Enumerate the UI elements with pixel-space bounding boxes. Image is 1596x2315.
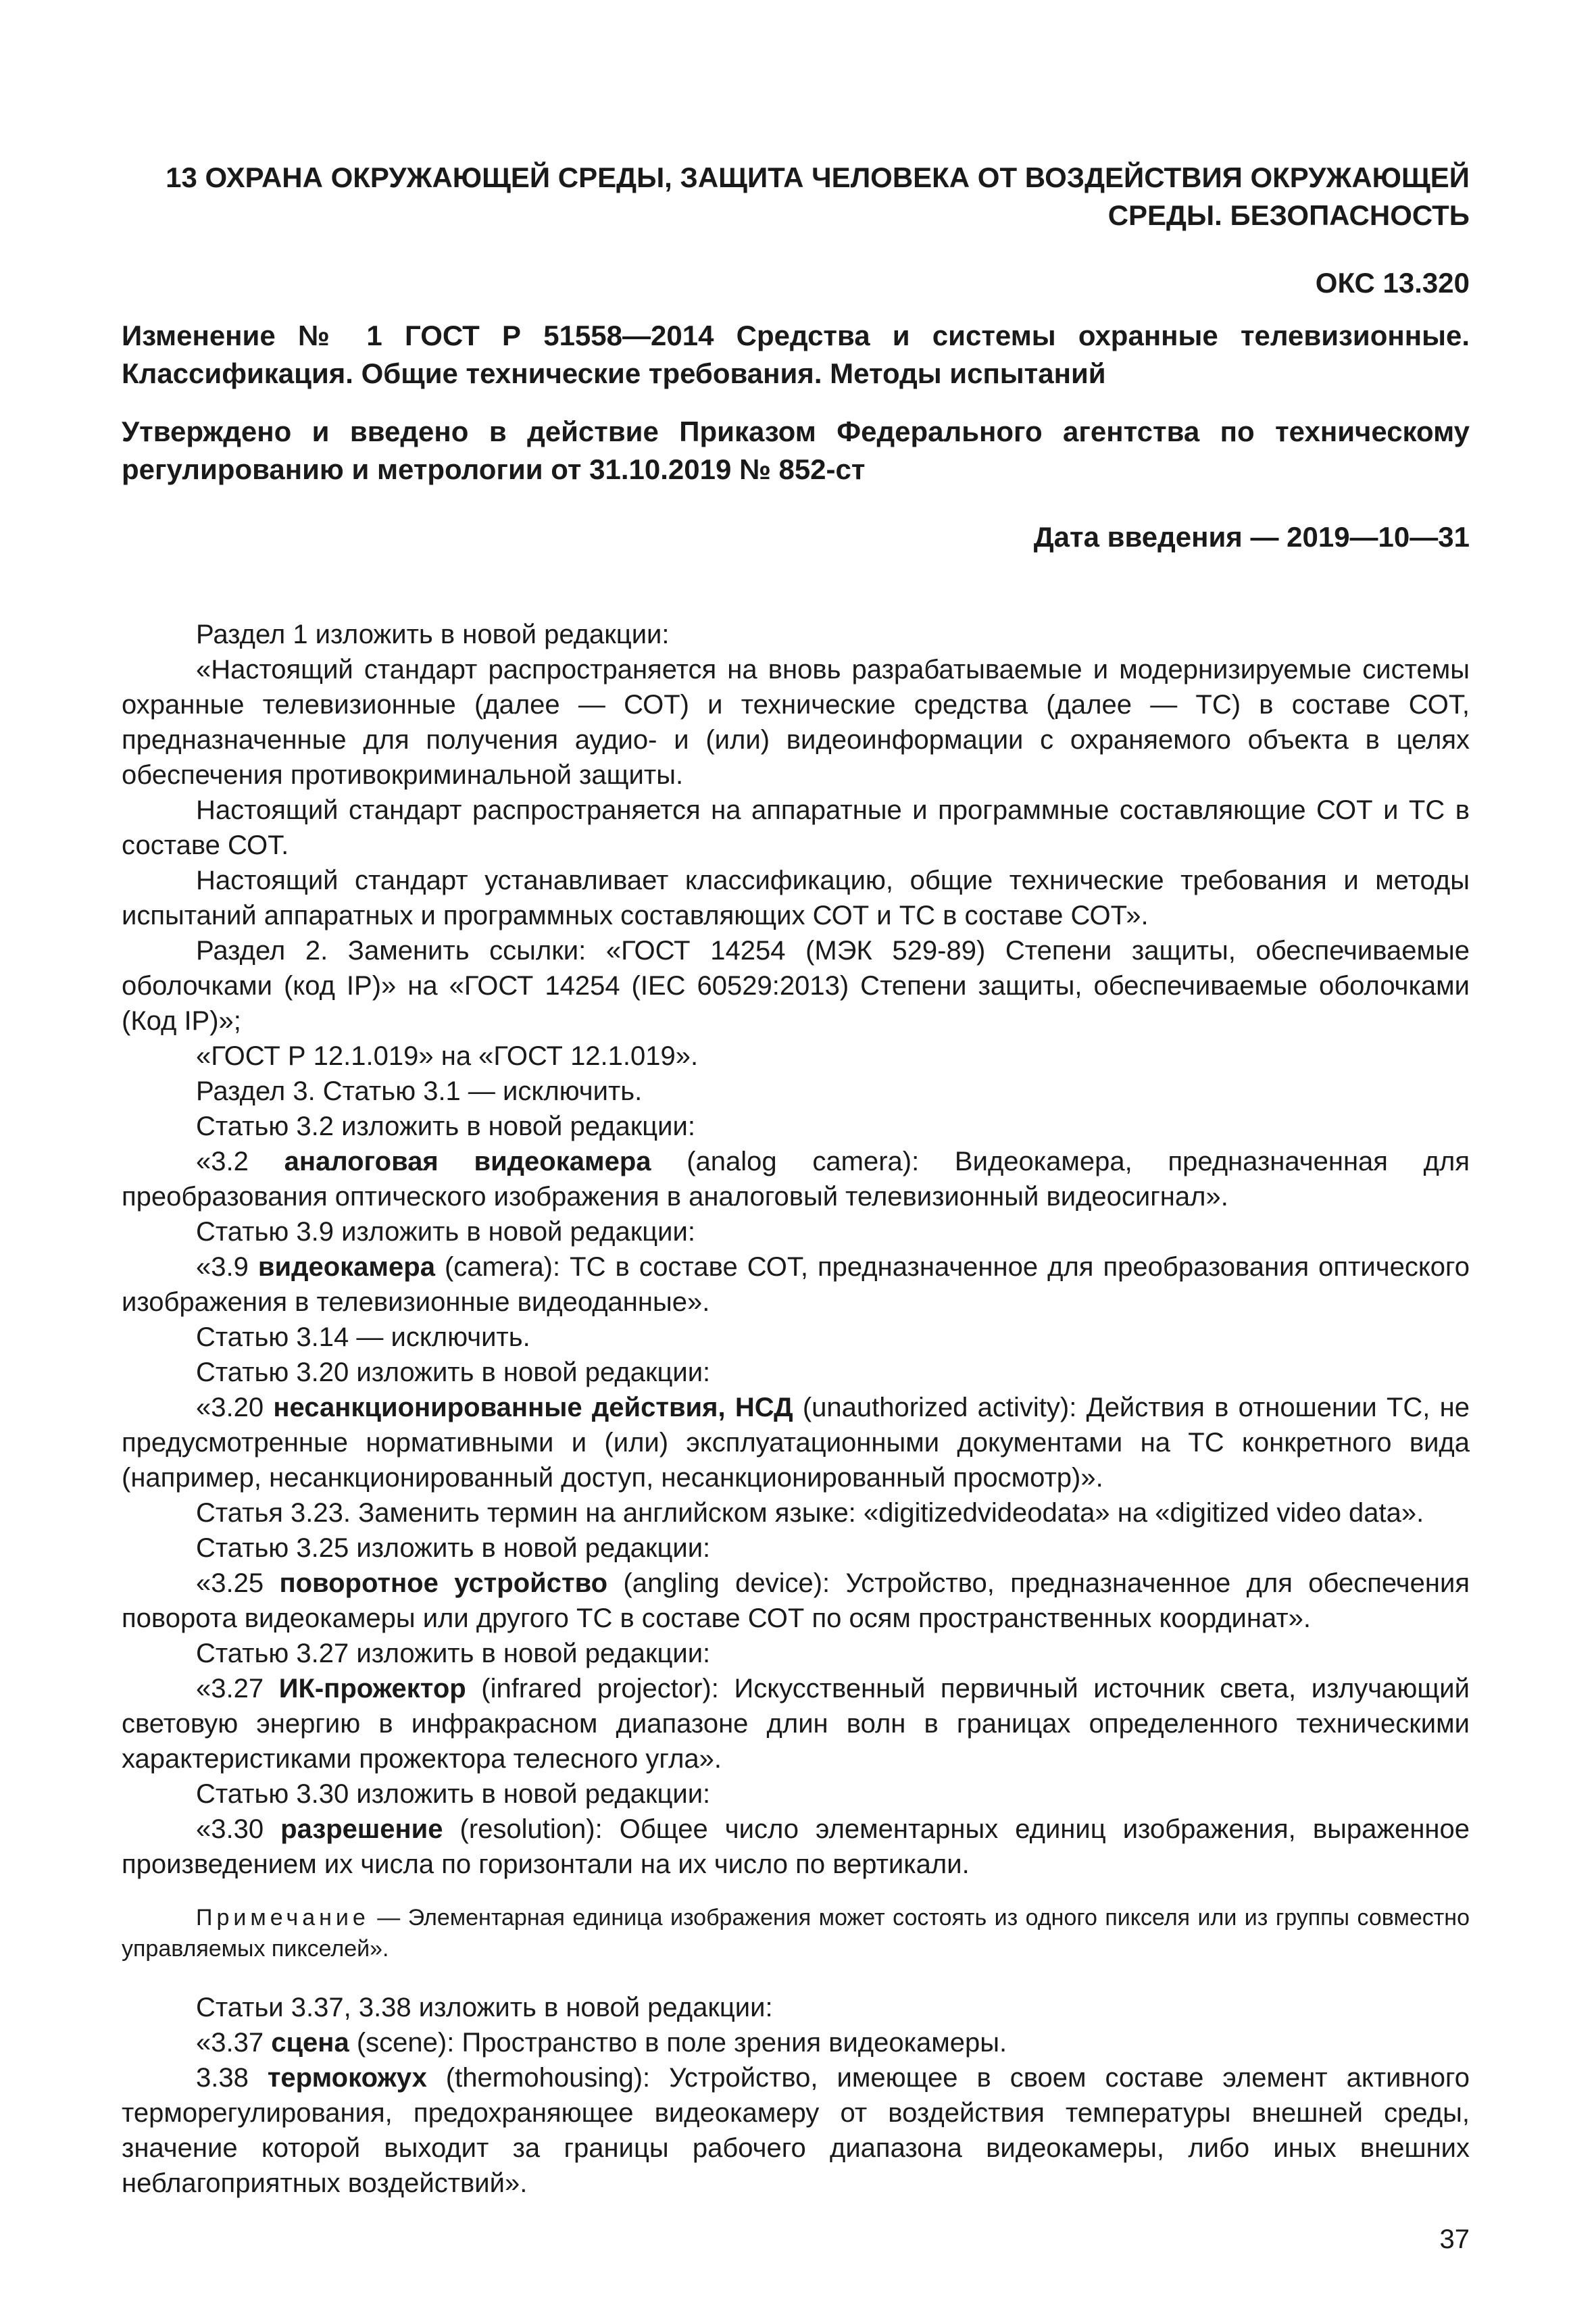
note	[122, 1902, 1470, 1964]
term-text: (angling device): Устройство, предназначенное для обеспечения поворота видеокамеры или другого ТС в составе СОТ по осям пространственных координат».	[122, 1568, 1470, 1633]
section-title	[122, 159, 1470, 234]
introduction-date: Дата введения — 2019—10—31	[1033, 521, 1470, 553]
paragraph: Раздел 2. Заменить ссылки: «ГОСТ 14254 (МЭК 529-89) Степени защиты, обеспечиваемые оболочками (код IP)» на «ГОСТ 14254 (IEC 60529:2013) Степени защиты, обеспечиваемые оболочками (Код IP)»;	[122, 936, 1470, 1036]
paragraph: Настоящий стандарт распространяется на аппаратные и программные составляющие СОТ и ТС в составе СОТ.	[122, 795, 1470, 860]
term-number: «3.2	[196, 1147, 284, 1176]
term-text: (resolution): Общее число элементарных единиц изображения, выраженное произведением их числа по горизонтали на их число по вертикали.	[122, 1814, 1470, 1879]
paragraph: Раздел 3. Статью 3.1 — исключить.	[196, 1076, 643, 1106]
paragraph: Настоящий стандарт устанавливает классификацию, общие технические требования и методы испытаний аппаратных и программных составляющих СОТ и ТС в составе СОТ».	[122, 866, 1470, 930]
paragraph: Статью 3.27 изложить в новой редакции:	[196, 1639, 711, 1668]
paragraph: «Настоящий стандарт распространяется на вновь разрабатываемые и модернизируемые системы охранные телевизионные (далее — СОТ) и технические средства (далее — ТС) в составе СОТ, предназначенные для получения аудио- и (или) видеоинформации с охраняемого объекта в целях обеспечения противокриминальной защиты.	[122, 655, 1470, 790]
oks-code: ОКС 13.320	[1315, 267, 1470, 299]
term-definition	[122, 2025, 1470, 2060]
term-definition	[122, 1390, 1470, 1495]
term-number: «3.20	[196, 1393, 274, 1422]
term-number: «3.37	[196, 2028, 272, 2058]
paragraph: Статью 3.14 — исключить.	[196, 1322, 530, 1352]
term-definition	[122, 1249, 1470, 1320]
paragraph: Статья 3.23. Заменить термин на английском языке: «digitizedvideodata» на «digitized video data».	[196, 1498, 1424, 1528]
term-name: несанкционированные действия, НСД	[273, 1393, 793, 1422]
term-number: 3.38	[196, 2063, 268, 2093]
approval-statement: Утверждено и введено в действие Приказом Федерального агентства по техническому регулированию и метрологии от 31.10.2019 № 852-ст	[122, 416, 1470, 485]
term-name: термокожух	[267, 2063, 427, 2093]
term-definition	[122, 1671, 1470, 1776]
term-text: (unauthorized activity): Действия в отношении ТС, не предусмотренные нормативными и (или) эксплуатационными документами на ТС конкретного вида (например, несанкционированный доступ, несанкционированный просмотр)».	[122, 1393, 1470, 1493]
note-text: — Элементарная единица изображения может состоять из одного пикселя или из группы совместно управляемых пикселей».	[122, 1905, 1470, 1962]
page-number: 37	[1439, 2224, 1470, 2254]
term-name: аналоговая видеокамера	[284, 1147, 651, 1176]
term-name: видеокамера	[257, 1252, 435, 1282]
term-text: (camera): ТС в составе СОТ, предназначенное для преобразования оптического изображения в телевизионные видеоданные».	[122, 1252, 1470, 1317]
term-number: «3.30	[196, 1814, 281, 1844]
term-number: «3.9	[196, 1252, 258, 1282]
section-title-line1: 13 ОХРАНА ОКРУЖАЮЩЕЙ СРЕДЫ, ЗАЩИТА ЧЕЛОВЕКА ОТ ВОЗДЕЙСТВИЯ ОКРУЖАЮЩЕЙ	[166, 161, 1470, 193]
section-title-line2: СРЕДЫ. БЕЗОПАСНОСТЬ	[1107, 199, 1470, 231]
term-name: ИК-прожектор	[278, 1674, 466, 1703]
amendment-title: Изменение № 1 ГОСТ Р 51558—2014 Средства и системы охранные телевизионные. Классификация. Общие технические требования. Методы испытаний	[122, 320, 1470, 389]
term-number: «3.25	[196, 1568, 280, 1598]
term-text: (scene): Пространство в поле зрения видеокамеры.	[349, 2028, 1007, 2058]
term-definition	[122, 1566, 1470, 1636]
note-label: Примечание	[196, 1905, 370, 1931]
document-page	[122, 159, 1470, 2201]
paragraph: Раздел 1 изложить в новой редакции:	[196, 620, 670, 649]
term-definition	[122, 1812, 1470, 1882]
term-name: сцена	[271, 2028, 349, 2058]
term-definition	[122, 2060, 1470, 2201]
paragraph: Статью 3.20 изложить в новой редакции:	[196, 1358, 711, 1387]
document-body	[122, 617, 1470, 2201]
paragraph: Статьи 3.37, 3.38 изложить в новой редакции:	[196, 1993, 773, 2022]
term-definition	[122, 1144, 1470, 1214]
paragraph: Статью 3.2 изложить в новой редакции:	[196, 1112, 695, 1141]
paragraph: Статью 3.30 изложить в новой редакции:	[196, 1779, 711, 1809]
paragraph: Статью 3.25 изложить в новой редакции:	[196, 1533, 711, 1563]
term-number: «3.27	[196, 1674, 279, 1703]
term-name: поворотное устройство	[279, 1568, 608, 1598]
term-text: (infrared projector): Искусственный первичный источник света, излучающий световую энергию в инфракрасном диапазоне длин волн в границах определенного техническими характеристиками прожектора телесного угла».	[122, 1674, 1470, 1774]
term-text: (thermohousing): Устройство, имеющее в своем составе элемент активного терморегулирования, предохраняющее видеокамеру от воздействия температуры внешней среды, значение которой выходит за границы рабочего диапазона видеокамеры, либо иных внешних неблагоприятных воздействий».	[122, 2063, 1470, 2198]
term-text: (analog camera): Видеокамера, предназначенная для преобразования оптического изображения в аналоговый телевизионный видеосигнал».	[122, 1147, 1470, 1212]
paragraph: Статью 3.9 изложить в новой редакции:	[196, 1217, 695, 1247]
term-name: разрешение	[280, 1814, 443, 1844]
paragraph: «ГОСТ Р 12.1.019» на «ГОСТ 12.1.019».	[196, 1041, 699, 1071]
